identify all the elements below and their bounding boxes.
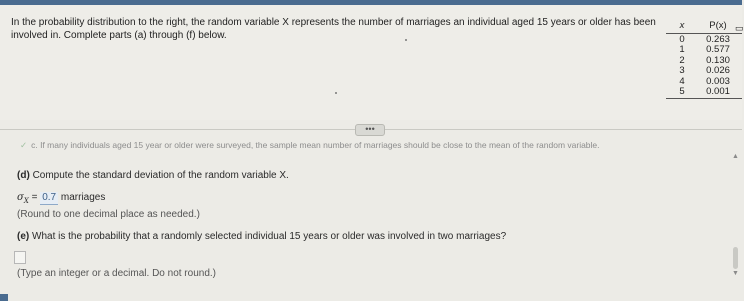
sigma-symbol: $\sigma_X$ [17, 192, 29, 205]
probability-distribution-table [666, 21, 742, 99]
part-d-answer-line [17, 191, 105, 208]
cell-p: 0.001 [706, 86, 730, 97]
previous-part-text: c. If many individuals aged 15 year or older were surveyed, the sample mean number of marriages should be close to the mean of the random variable. [31, 140, 600, 150]
table-row [666, 56, 742, 67]
cell-p: 0.003 [706, 75, 730, 87]
table-row [666, 87, 742, 99]
cell-p: 0.130 [706, 54, 730, 66]
header-x: x [679, 20, 685, 31]
triangle-down-icon[interactable]: ▼ [732, 270, 739, 277]
part-e-question [17, 230, 506, 243]
table-row [666, 45, 742, 56]
cell-x: 0 [679, 33, 685, 45]
cell-x: 3 [679, 65, 685, 76]
expand-button[interactable]: ••• [355, 124, 385, 136]
equals-sign: = [31, 192, 38, 203]
cell-x: 1 [679, 44, 685, 55]
cell-p: 0.263 [706, 33, 730, 45]
table-header [666, 21, 742, 34]
probability-answer-field[interactable] [14, 251, 26, 264]
cell-p: 0.026 [706, 65, 730, 76]
copy-table-icon[interactable]: ▭ [735, 23, 744, 33]
part-d-text: Compute the standard deviation of the random variable X. [32, 170, 289, 181]
table-row [666, 66, 742, 77]
std-dev-answer-field[interactable]: 0.7 [42, 192, 57, 203]
scrollbar-thumb[interactable] [733, 247, 738, 269]
unit-label: marriages [60, 192, 106, 203]
cell-x: 2 [679, 54, 685, 66]
table-row [666, 35, 742, 46]
check-icon: ✓ [20, 140, 28, 150]
part-e-hint: (Type an integer or a decimal. Do not round.) [17, 268, 216, 279]
decorative-dot [335, 92, 337, 94]
part-d-question [17, 169, 289, 182]
cell-x: 5 [679, 86, 685, 97]
table-row [666, 77, 742, 88]
part-d-hint: (Round to one decimal place as needed.) [17, 209, 200, 220]
header-px: P(x) [709, 20, 727, 31]
part-d-label: (d) [17, 170, 30, 181]
cell-p: 0.577 [706, 44, 730, 55]
part-e-label: (e) [17, 231, 30, 242]
triangle-up-icon[interactable]: ▲ [732, 153, 739, 160]
decorative-dot [405, 39, 407, 41]
left-edge-marker [0, 294, 8, 301]
cell-x: 4 [679, 75, 685, 87]
previous-part-answer [20, 140, 720, 151]
part-e-text: What is the probability that a randomly selected individual 15 years or older was involved in two marriages? [32, 231, 507, 242]
question-text: In the probability distribution to the right, the random variable X represents the number of marriages an individual aged 15 years or older has been involved in. Complete parts (a) through (f) below. [11, 17, 656, 41]
